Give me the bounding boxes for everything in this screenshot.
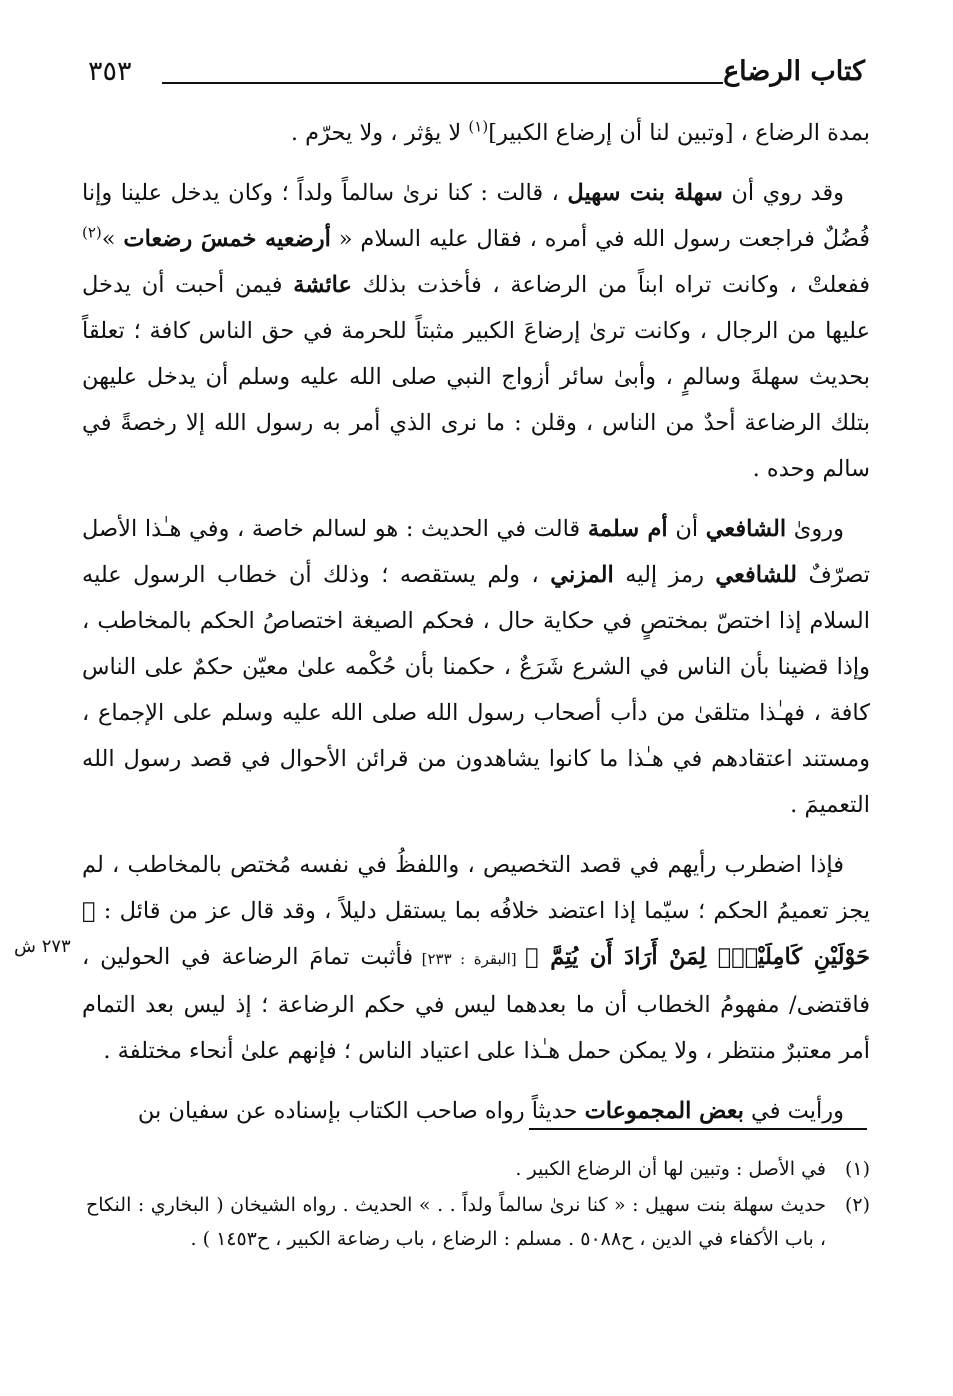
running-title: كتاب الرضاع xyxy=(723,56,865,87)
p2-t2: ، قالت : كنا نرىٰ سالماً ولداً ؛ وكان يدخل علينا وإنا فُضُلٌ فراجعت رسول الله في أمره ، فقال عليه السلام « xyxy=(82,180,871,252)
footnote-ref-2[interactable]: (٢) xyxy=(82,223,102,242)
hadith-quote: أرضعيه خمسَ رضعات xyxy=(123,226,331,252)
p3-t3: قالت في الحديث : هو لسالم خاصة ، وفي هـٰذا الأصل تصرّفٌ xyxy=(82,516,870,588)
footnote-2 xyxy=(86,1188,870,1256)
margin-folio-note: ٢٧٣ ش xyxy=(14,936,71,957)
footnote-2-number: (٢) xyxy=(844,1194,870,1216)
page-number: ٣٥٣ xyxy=(88,56,132,87)
quran-reference: [البقرة : ٢٣٣] xyxy=(413,950,526,968)
footnote-separator xyxy=(529,1128,867,1130)
main-text xyxy=(82,110,870,1148)
p4-t1: فإذا اضطرب رأيهم في قصد التخصيص ، واللفظُ في نفسه مُختص بالمخاطب ، لم يجز تعميمُ الحكم ؛ سيّما إذا اعتضد خلافُه بما يستقل دليلاً ، وقد قال عز من قائل : xyxy=(82,852,870,924)
p2-t4: ففعلتْ ، وكانت تراه ابناً من الرضاعة ، فأخذت بذلك xyxy=(351,272,870,298)
paragraph-3 xyxy=(82,506,870,828)
footnote-1-text: في الأصل : وتبين لها أن الرضاع الكبير . xyxy=(515,1158,826,1180)
footnote-ref-1[interactable]: (١) xyxy=(468,117,489,136)
header-rule xyxy=(162,82,723,84)
page-header xyxy=(88,56,865,100)
p5-t1: ورأيت في xyxy=(743,1098,844,1124)
p3-t4: رمز إليه xyxy=(613,562,716,588)
footnotes xyxy=(86,1152,870,1258)
source-majmuat: بعض المجموعات xyxy=(584,1098,744,1124)
name-muzani: المزني xyxy=(550,562,614,588)
footnote-2-text: حديث سهلة بنت سهيل : « كنا نرىٰ سالماً ولداً . . » الحديث . رواه الشيخان ( البخاري : النكاح ، باب الأكفاء في الدين ، ح٥٠٨٨ . مسلم : الرضاع ، باب رضاعة الكبير ، ح١٤٥٣ ) . xyxy=(86,1194,826,1250)
name-aisha: عائشة xyxy=(293,272,352,298)
name-shafii: الشافعي xyxy=(705,516,787,542)
p3-t2: أن xyxy=(667,516,706,542)
paragraph-1-text-a: بمدة الرضاع ، [وتبين لنا أن إرضاع الكبير] xyxy=(488,120,870,146)
p3-t5: ، ولم يستقصه ؛ وذلك أن خطاب الرسول عليه السلام إذا اختصّ بمختصٍ في حكاية حال ، فحكم الصيغة اختصاصُ الحكم بالمخاطب ، وإذا قضينا بأن الناس في الشرع شَرَعٌ ، حكمنا بأن حُكْمه علىٰ معيّن حكمٌ على الناس كافة ، فهـٰذا متلقىٰ من دأب أصحاب رسول الله صلى الله عليه وسلم على الإجماع ، ومستند اعتقادهم في هـٰذا ما كانوا يشاهدون من قرائن الأحوال في قصد رسول الله التعميمَ . xyxy=(82,562,870,818)
footnote-1-number: (١) xyxy=(844,1158,870,1180)
paragraph-1 xyxy=(82,110,870,156)
name-sahla: سهلة بنت سهيل xyxy=(567,180,723,206)
footnote-1 xyxy=(86,1152,870,1186)
p2-t5: فيمن أحبت أن يدخل عليها من الرجال ، وكانت ترىٰ إرضاعَ الكبير مثبتاً للحرمة في حق الناس كافة ؛ تعلقاً بحديث سهلةَ وسالمٍ ، وأبىٰ سائر أزواج النبي صلى الله عليه وسلم أن يدخل عليهن بتلك الرضاعة أحدٌ من الناس ، وقلن : ما نرى الذي أمر به رسول الله إلا رخصةً في سالم وحده . xyxy=(82,272,870,482)
quran-verse: ﴿ حَوْلَيْنِ كَامِلَيْنِۖ لِمَنْ أَرَادَ أَن يُتِمَّ ﴾ xyxy=(82,898,870,970)
p4-t2: فأثبت تمامَ الرضاعة في الحولين ، فاقتضى/ مفهومُ الخطاب أن ما بعدهما ليس في حكم الرضاعة ؛ إذ ليس بعد التمام أمر معتبرٌ منتظر ، ولا يمكن حمل هـٰذا على اعتياد الناس ؛ فإنهم علىٰ أنحاء مختلفة . xyxy=(82,944,870,1064)
name-umm-salama: أم سلمة xyxy=(587,516,668,542)
name-shafii-2: للشافعي xyxy=(715,562,798,588)
p2-t3: » xyxy=(101,226,124,252)
p3-t1: ورویٰ xyxy=(786,516,844,542)
p5-t2: حديثاً رواه صاحب الكتاب بإسناده عن سفيان بن xyxy=(137,1098,585,1124)
paragraph-2 xyxy=(82,170,870,492)
paragraph-4 xyxy=(82,842,870,1074)
p2-t1: وقد روي أن xyxy=(722,180,844,206)
paragraph-1-text-b: لا يؤثر ، ولا يحرّم . xyxy=(290,120,469,146)
